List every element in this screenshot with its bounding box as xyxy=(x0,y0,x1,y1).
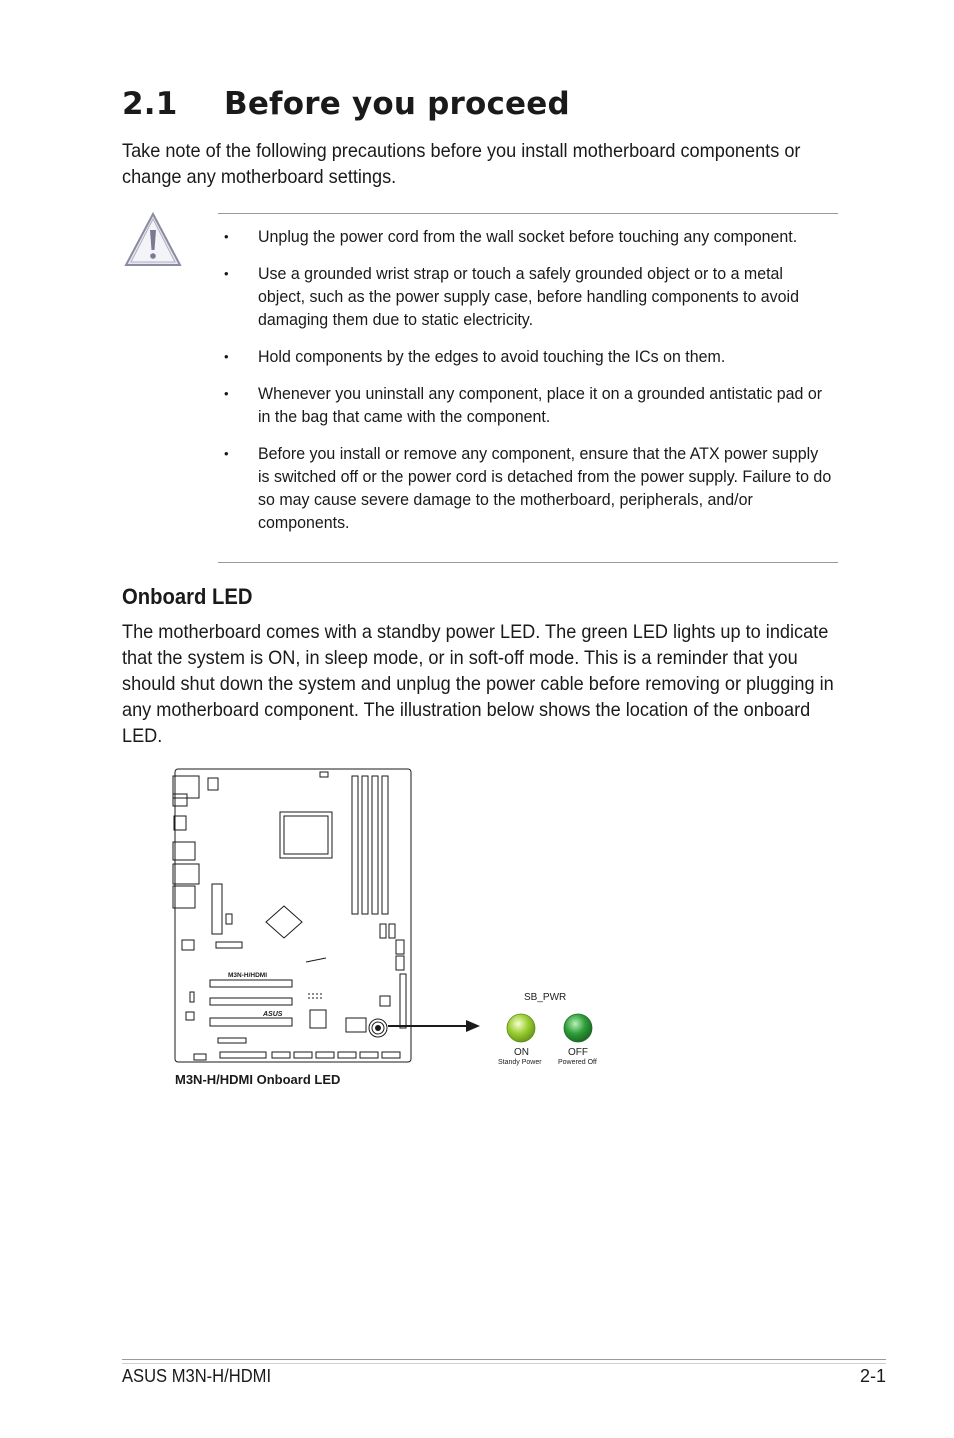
motherboard-diagram xyxy=(160,762,620,1072)
footer-product-name: ASUS M3N-H/HDMI xyxy=(122,1366,272,1386)
brand-logo-label: ASUS xyxy=(263,1011,283,1018)
led-off-label: OFF xyxy=(568,1047,588,1058)
caution-item: • Whenever you uninstall any component, place it on a grounded antistatic pad or in the bag that came with the component. xyxy=(218,382,838,428)
footer-divider xyxy=(122,1359,886,1364)
section-number: 2.1 xyxy=(122,86,178,122)
led-off-sublabel: Powered Off xyxy=(558,1059,597,1066)
sb-pwr-label: SB_PWR xyxy=(524,992,567,1003)
onboard-led-paragraph: The motherboard comes with a standby power LED. The green LED lights up to indicate that the system is ON, in sleep mode, or in soft-off mode. This is a reminder that you should shut down the system and unplug the power cable before removing or plugging in any motherboard component. The illustration below shows the location of the onboard LED. xyxy=(122,621,834,747)
onboard-led-heading: Onboard LED xyxy=(122,584,253,609)
caution-item: • Use a grounded wrist strap or touch a safely grounded object or to a metal object, such as the power supply case, before handling components to avoid damaging them due to static electricity. xyxy=(218,262,838,331)
warning-triangle-icon xyxy=(122,210,184,270)
led-off-indicator xyxy=(564,1014,592,1042)
figure-caption: M3N-H/HDMI Onboard LED xyxy=(175,1072,341,1087)
arrow-icon xyxy=(466,1020,480,1032)
led-on-sublabel: Standy Power xyxy=(498,1059,542,1066)
section-title xyxy=(122,86,570,122)
footer-page-number: 2-1 xyxy=(859,1366,886,1386)
caution-list xyxy=(218,225,838,548)
caution-item: • Hold components by the edges to avoid touching the ICs on them. xyxy=(218,345,838,368)
intro-paragraph: Take note of the following precautions before you install motherboard components or change any motherboard settings. xyxy=(122,140,801,188)
caution-box xyxy=(218,213,838,563)
led-on-indicator xyxy=(507,1014,535,1042)
caution-item: • Unplug the power cord from the wall socket before touching any component. xyxy=(218,225,838,248)
caution-item: • Before you install or remove any component, ensure that the ATX power supply is switched off or the power cord is detached from the power supply. Failure to do so may cause severe damage to the motherboard, peripherals, and/or components. xyxy=(218,442,838,534)
led-on-label: ON xyxy=(514,1047,529,1058)
sb-pwr-board-marker xyxy=(375,1025,381,1031)
board-model-label: M3N-H/HDMI xyxy=(228,972,267,979)
section-title-text: Before you proceed xyxy=(224,86,570,122)
